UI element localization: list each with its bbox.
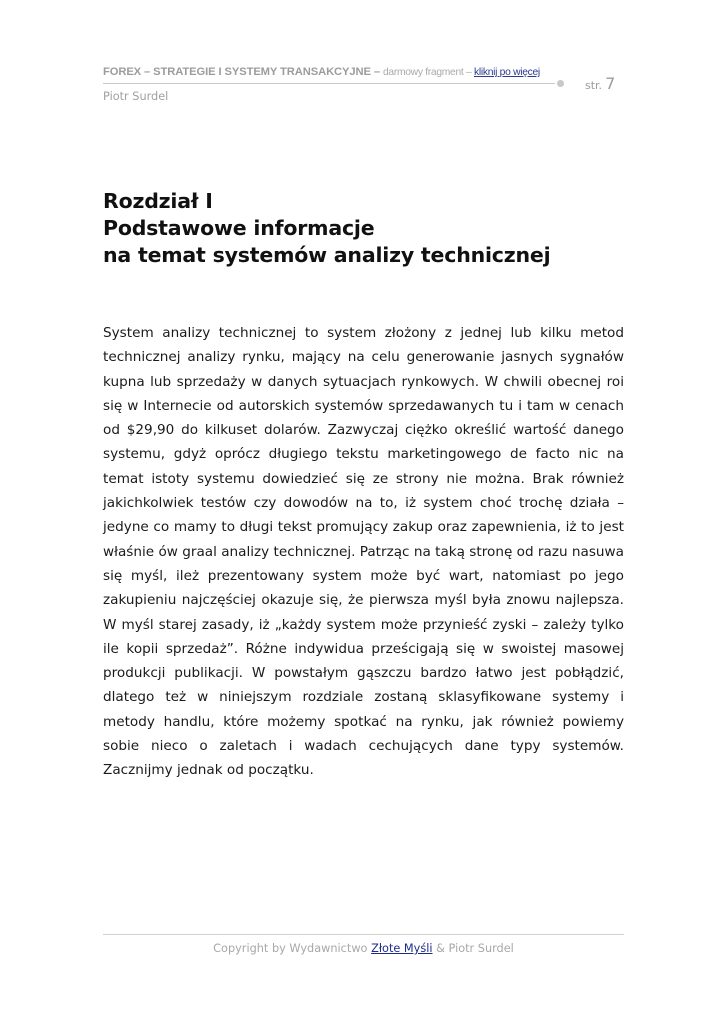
header-divider [103, 83, 555, 84]
header-bullet-icon [557, 80, 564, 87]
page-header [103, 66, 623, 116]
chapter-title-line-1: Rozdział I [103, 189, 213, 213]
body-paragraph: System analizy technicznej to system złożony z jednej lub kilku metod technicznej analizy rynku, mający na celu generowanie jasnych sygnałów kupna lub sprzedaży w danych sytuacjach rynkowych. W chwili obecnej roi się w Internecie od autorskich systemów sprzedawanych tu i tam w cenach od $29,90 do kilkuset dolarów. Zazwyczaj ciężko określić wartość danego systemu, gdyż oprócz długiego tekstu marketingowego de facto nic na temat istoty systemu dowiedzieć się ze strony nie można. Brak również jakichkolwiek testów czy dowodów na to, iż system choć trochę działa – jedyne co mamy to długi tekst promujący zakup oraz zapewnienia, iż to jest właśnie ów graal analizy technicznej. Patrząc na taką stronę od razu nasuwa się myśl, ileż prezentowany system może być wart, natomiast po jego zakupieniu najczęściej okazuje się, że pierwsza myśl była znowu najlepsza. W myśl starej zasady, iż „każdy system może przynieść zyski – zależy tylko ile kopii sprzedaż”. Różne indywidua prześcigają się w swoistej masowej produkcji publikacji. W powstałym gąszczu bardzo łatwo jest pobłądzić, dlatego też w niniejszym rozdziale zostaną sklasyfikowane systemy i metody handlu, które możemy spotkać na rynku, jak również powiemy sobie nieco o zaletach i wadach cechujących dane typy systemów. Zacznijmy jednak od początku. [103, 325, 624, 779]
page-footer [103, 942, 624, 955]
publisher-link[interactable]: Złote Myśli [371, 942, 433, 955]
chapter-title [103, 188, 550, 269]
header-author: Piotr Surdel [103, 90, 169, 103]
more-link[interactable]: kliknij po więcej [474, 67, 540, 78]
book-title: FOREX – STRATEGIE I SYSTEMY TRANSAKCYJNE – [103, 66, 383, 78]
footer-divider [103, 934, 624, 935]
fragment-note: darmowy fragment – [383, 67, 475, 78]
header-title-line [103, 66, 540, 78]
page-number-value: 7 [605, 74, 616, 93]
footer-copyright: Copyright by Wydawnictwo [213, 942, 372, 955]
footer-author: & Piotr Surdel [432, 942, 514, 955]
chapter-title-line-2: Podstawowe informacje [103, 216, 375, 240]
page-number [585, 74, 615, 93]
page-number-prefix: str. [585, 79, 603, 92]
chapter-title-line-3: na temat systemów analizy technicznej [103, 243, 551, 267]
